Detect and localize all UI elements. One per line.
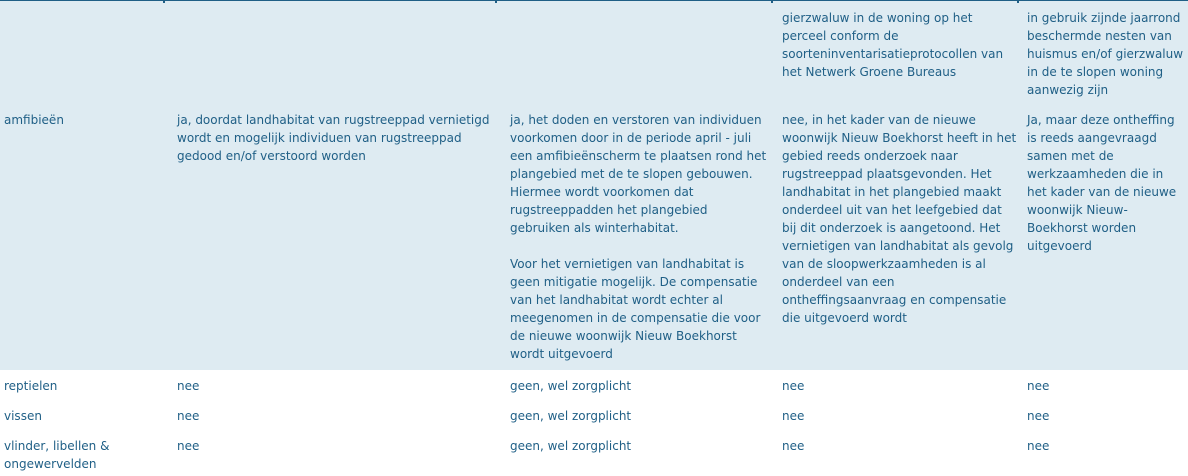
cell-exemption: Ja, maar deze ontheffing is reeds aangevraagd samen met de werkzaamheden die in het kader van de nieuwe woonwijk Nieuw-Boekhorst worden uitgevoerd: [1027, 113, 1177, 253]
cell-mitigation: geen, wel zorgplicht: [510, 439, 632, 453]
cell-mitigation: geen, wel zorgplicht: [510, 409, 632, 423]
cell-exemption: nee: [1027, 439, 1050, 453]
continued-cell-exemption: in gebruik zijnde jaarrond beschermde nesten van huismus en/of gierzwaluw in de te slopen woning aanwezig zijn: [1027, 11, 1184, 97]
cell-effect: nee: [177, 439, 200, 453]
cell-mitigation: geen, wel zorgplicht: [510, 379, 632, 393]
cell-species-group: amfibieën: [4, 113, 64, 127]
cell-effect: ja, doordat landhabitat van rugstreeppad vernietigd wordt en mogelijk individuen van rugstreeppad gedood en/of verstoord worden: [177, 113, 490, 163]
cell-effect: nee: [177, 409, 200, 423]
table-top-border: [0, 0, 1188, 1]
cell-effect: nee: [177, 379, 200, 393]
column-divider-tick: [495, 0, 497, 3]
cell-species-group: reptielen: [4, 379, 58, 393]
cell-research: nee: [782, 379, 805, 393]
cell-mitigation: ja, het doden en verstoren van individuen voorkomen door in de periode april - juli een amfibieënscherm te plaatsen rond het plangebied met de te slopen gebouwen. Hiermee wordt voorkomen dat rugstreeppadden het plangebied gebruiken als winterhabitat. Voor het vernietigen van landhabitat is geen mitigatie mogelijk. De compensatie van het landhabitat wordt echter al meegenomen in de compensatie die voor de nieuwe woonwijk Nieuw Boekhorst wordt uitgevoerd: [510, 113, 767, 361]
cell-research: nee: [782, 409, 805, 423]
cell-research: nee: [782, 439, 805, 453]
cell-exemption: nee: [1027, 409, 1050, 423]
column-divider-tick: [163, 0, 165, 3]
continued-cell-research: gierzwaluw in de woning op het perceel conform de soorteninventarisatieprotocollen van het Netwerk Groene Bureaus: [782, 11, 1004, 79]
cell-exemption: nee: [1027, 379, 1050, 393]
cell-species-group: vissen: [4, 409, 42, 423]
column-divider-tick: [1017, 0, 1019, 3]
column-divider-tick: [771, 0, 773, 3]
cell-research: nee, in het kader van de nieuwe woonwijk Nieuw Boekhorst heeft in het gebied reeds onderzoek naar rugstreeppad plaatsgevonden. Het landhabitat in het plangebied maakt onderdeel uit van het leefgebied dat bij dit onderzoek is aangetoond. Het vernietigen van landhabitat als gevolg van de sloopwerkzaamheden is al onderdeel van een ontheffingsaanvraag en compensatie die uitgevoerd wordt: [782, 113, 1017, 325]
cell-species-group: vlinder, libellen & ongewervelden: [4, 439, 110, 471]
